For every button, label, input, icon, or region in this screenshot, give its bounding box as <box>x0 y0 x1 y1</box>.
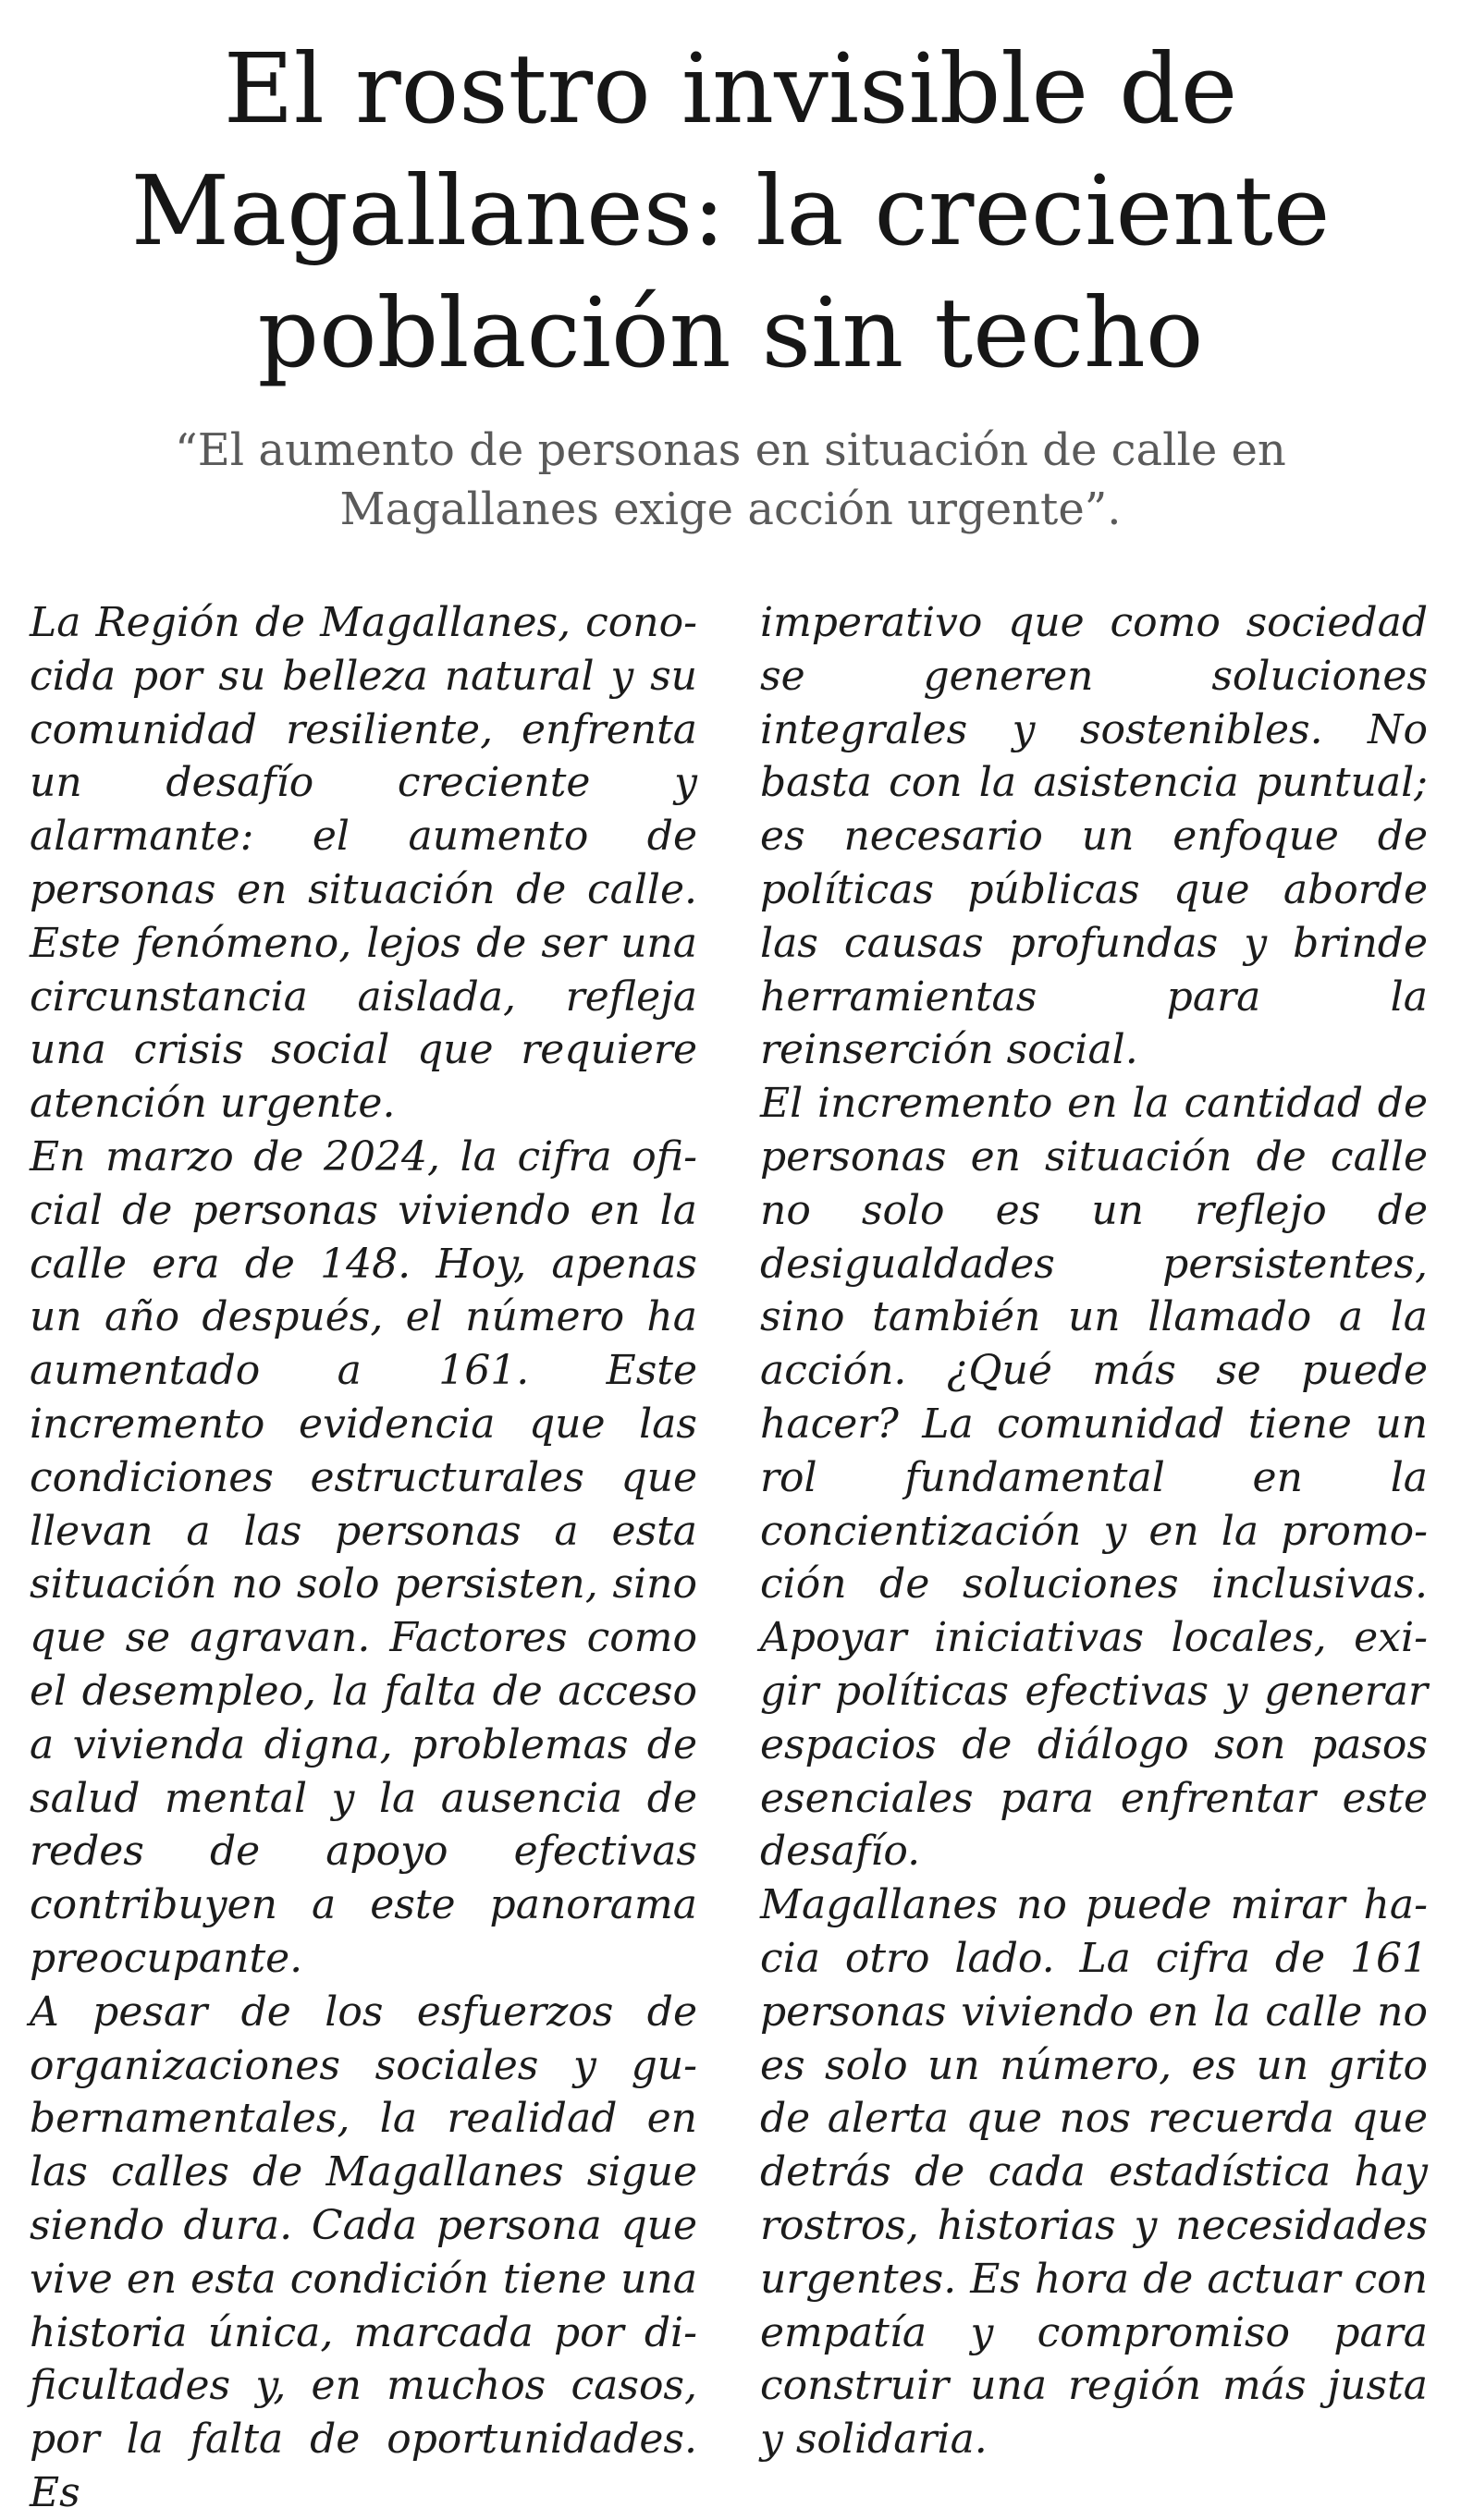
paragraph: La Región de Magallanes, conocida por su belleza natural y su comunidad resiliente, enfrenta un desafío creciente y alarmante: el aumento de personas en situación de calle. Este fenómeno, lejos de ser una circunstancia aislada, refleja una crisis social que requiere atención urgente. <box>30 599 697 1128</box>
paragraph: A pesar de los esfuerzos de organizaciones sociales y gubernamentales, la realidad en las calles de Magallanes sigue siendo dura. Cada persona que vive en esta condición tiene una historia única, marcada por dificultades y, en muchos casos, por la falta de oportunidades. Es <box>30 1988 697 2516</box>
paragraph: Magallanes no puede mirar hacia otro lado. La cifra de 161 personas viviendo en la calle no es solo un número, es un grito de alerta que nos recuerda que detrás de cada estadística hay rostros, historias y necesidades urgentes. Es hora de actuar con empatía y compromiso para construir una región más justa y solidaria. <box>760 1881 1428 2464</box>
paragraph: El incremento en la cantidad de personas en situación de calle no solo es un reflejo de desigualdades persistentes, sino también un llamado a la acción. ¿Qué más se puede hacer? La comunidad tiene un rol fundamental en la concientización y en la promoción de soluciones inclusivas. Apoyar iniciativas locales, exigir políticas efectivas y generar espacios de diálogo son pasos esenciales para enfrentar este desafío. <box>760 1080 1428 1876</box>
pull-quote: “El aumento de personas en situación de calle en Magallanes exige acción urgente”. <box>175 424 1286 535</box>
headline: El rostro invisible de Magallanes: la creciente población sin techo <box>130 32 1331 389</box>
article-body <box>30 596 1428 2516</box>
column-right <box>760 596 1428 2464</box>
column-left <box>30 596 697 2516</box>
paragraph: imperativo que como sociedad se generen soluciones integrales y sostenibles. No basta con la asistencia puntual; es necesario un enfoque de políticas públicas que aborde las causas profundas y brinde herramientas para la reinserción social. <box>760 599 1428 1074</box>
paragraph: En marzo de 2024, la cifra oficial de personas viviendo en la calle era de 148. Hoy, apenas un año después, el número ha aumentado a 161. Este incremento evidencia que las condiciones estructurales que llevan a las personas a esta situación no solo persisten, sino que se agravan. Factores como el desempleo, la falta de acceso a vivienda digna, problemas de salud mental y la ausencia de redes de apoyo efectivas contribuyen a este panorama preocupante. <box>30 1132 697 1982</box>
